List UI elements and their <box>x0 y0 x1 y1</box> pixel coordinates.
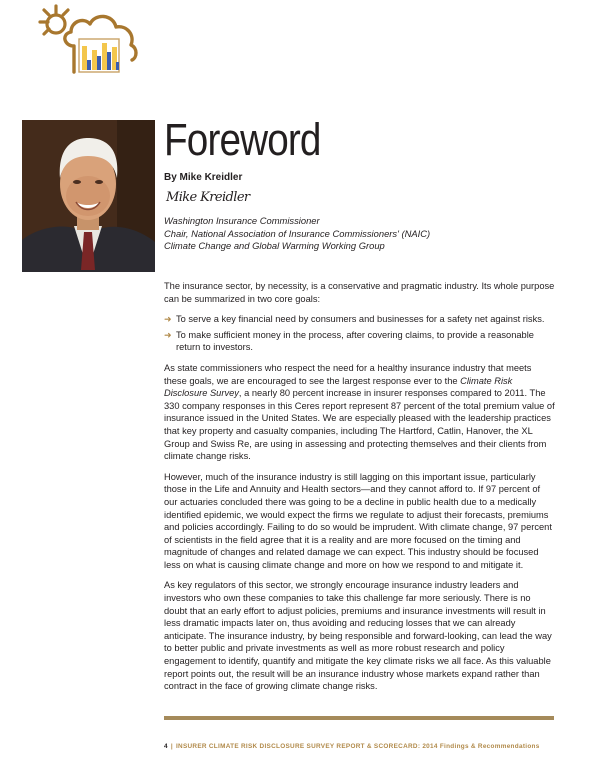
list-item-text: To serve a key financial need by consumers and businesses for a safety net against risks. <box>176 314 545 325</box>
paragraph-2 <box>164 362 556 463</box>
author-affiliation <box>164 215 430 253</box>
affiliation-line: Washington Insurance Commissioner <box>164 215 320 226</box>
report-findings: 2014 Findings & Recommendations <box>422 743 540 750</box>
paragraph-intro: The insurance sector, by necessity, is a conservative and pragmatic industry. Its whole purpose can be summarized in two core goals: <box>164 281 555 304</box>
footer-rule <box>164 716 554 720</box>
paragraph-2-text-b: , a nearly 80 percent increase in insurer responses compared to 2011. The 330 company responses in this Ceres report represent 87 percent of the total premium value of insurance issued in the United States. We are especially pleased with the leadership practices that key property and casualty companies, including The Hartford, Catlin, Hanover, the XL Group and Swiss Re, are using in assessing and protecting themselves and their clients from climate change risks. <box>164 388 555 462</box>
footer-separator: | <box>170 743 173 750</box>
survey-name: Climate Risk Disclosure Survey <box>164 375 513 399</box>
paragraph-4: As key regulators of this sector, we strongly encourage insurance industry leaders and investors who own these companies to take this challenge far more seriously. There is no doubt that an early effort to adjust policies, premiums and insurance investments will result in less dramatic impacts later on, thus avoiding and reducing losses that we can already anticipate. The insurance industry, by being responsible and forward-looking, can lead the way to better public and private investments as well as more robust research and policy engagement to identify, quantify and mitigate the key climate risks we all face. As this valuable report points out, the result will be an insurance industry whose markets expand rather than contract in the face of growing climate change risks. <box>164 580 552 692</box>
arrow-right-icon: ➜ <box>164 329 172 340</box>
affiliation-line: Chair, National Association of Insurance Commissioners' (NAIC) <box>164 227 431 239</box>
report-title: INSURER CLIMATE RISK DISCLOSURE SURVEY REPORT & SCORECARD: <box>175 743 421 750</box>
paragraph-2-text-a: As state commissioners who respect the need for a healthy insurance industry that meets these goals, we are encouraged to see the largest response ever to the <box>164 362 532 386</box>
byline: By Mike Kreidler <box>164 172 243 183</box>
body-text <box>164 280 556 701</box>
affiliation-line: Climate Change and Global Warming Working Group <box>164 240 385 251</box>
list-item <box>164 313 556 326</box>
goals-list <box>164 313 556 354</box>
list-item-text: To make sufficient money in the process, after covering claims, to provide a reasonable return to investors. <box>176 329 534 353</box>
page-number: 4 <box>164 743 168 750</box>
list-item <box>164 329 556 354</box>
page-footer <box>164 743 540 750</box>
paragraph-3: However, much of the insurance industry is still lagging on this important issue, particularly those in the Life and Annuity and Health sectors—and they cannot afford to. If 97 percent of our actuaries concluded there was going to be a decline in public health due to a medically identified epidemic, we would expect the firms we regulate to adjust their forecasts, premiums and policies accordingly. Failing to do so would be imprudent. With climate change, 97 percent of scientists in the field agree that it is a reality and are more focused on the timing and magnitude of changes and related damage we can expect. This industry should be focused less on what is causing climate change and more on how we respond to and mitigate it. <box>164 471 552 570</box>
sun-cloud-bar-chart-icon <box>34 2 142 76</box>
arrow-right-icon: ➜ <box>164 314 172 325</box>
signature <box>166 185 261 211</box>
signature-text: Mike Kreidler <box>166 190 250 205</box>
author-portrait <box>22 120 155 272</box>
page-title: Foreword <box>164 114 321 165</box>
